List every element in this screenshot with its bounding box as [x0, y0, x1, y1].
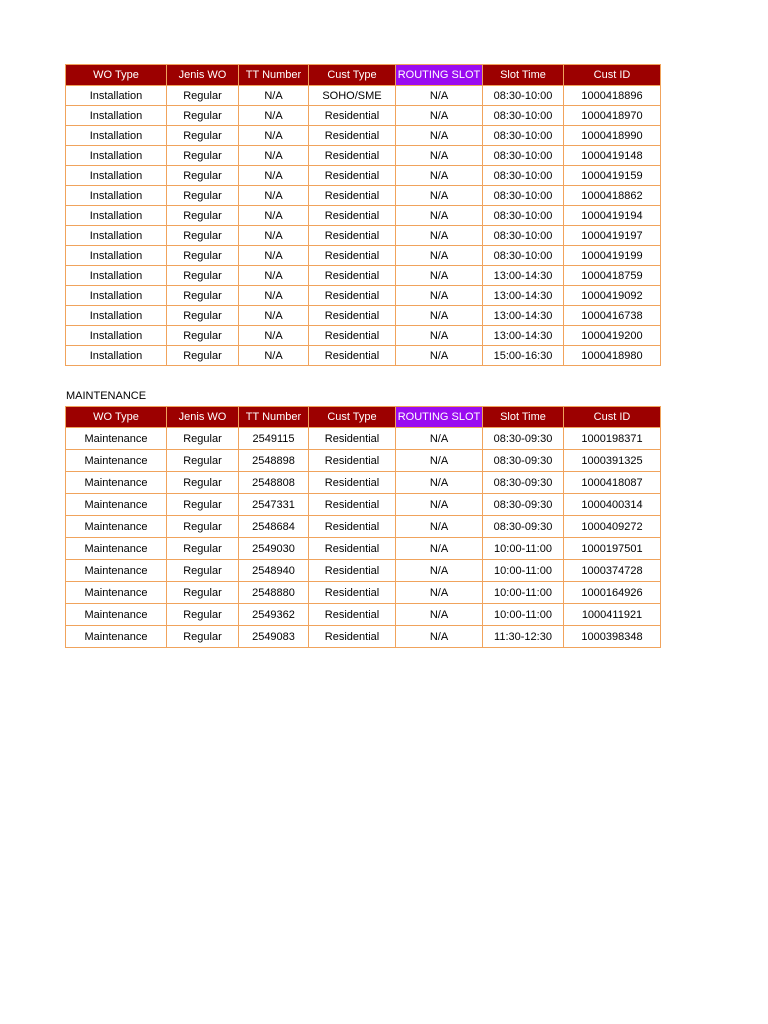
cell-routing-slot: N/A — [396, 494, 483, 516]
cell-cust-type: Residential — [309, 206, 396, 226]
cell-routing-slot: N/A — [396, 450, 483, 472]
cell-cust-id: 1000409272 — [564, 516, 661, 538]
cell-cust-id: 1000418759 — [564, 266, 661, 286]
cell-slot-time: 08:30-09:30 — [483, 472, 564, 494]
table-row — [66, 86, 661, 106]
cell-wo-type: Installation — [66, 126, 167, 146]
cell-cust-id: 1000391325 — [564, 450, 661, 472]
header-slot-time: Slot Time — [483, 65, 564, 86]
cell-routing-slot: N/A — [396, 560, 483, 582]
cell-routing-slot: N/A — [396, 604, 483, 626]
cell-cust-type: Residential — [309, 246, 396, 266]
header-cust-type: Cust Type — [309, 65, 396, 86]
cell-routing-slot: N/A — [396, 146, 483, 166]
cell-cust-type: Residential — [309, 626, 396, 648]
table-row — [66, 246, 661, 266]
table-row — [66, 286, 661, 306]
cell-wo-type: Installation — [66, 286, 167, 306]
cell-slot-time: 15:00-16:30 — [483, 346, 564, 366]
cell-wo-type: Maintenance — [66, 516, 167, 538]
cell-jenis-wo: Regular — [167, 206, 239, 226]
cell-slot-time: 13:00-14:30 — [483, 326, 564, 346]
maintenance-section-label: MAINTENANCE — [66, 390, 147, 402]
cell-wo-type: Maintenance — [66, 428, 167, 450]
cell-cust-type: Residential — [309, 326, 396, 346]
table-row — [66, 560, 661, 582]
cell-jenis-wo: Regular — [167, 326, 239, 346]
cell-cust-type: Residential — [309, 604, 396, 626]
cell-routing-slot: N/A — [396, 266, 483, 286]
cell-cust-type: Residential — [309, 538, 396, 560]
cell-wo-type: Maintenance — [66, 582, 167, 604]
cell-tt-number: N/A — [239, 306, 309, 326]
cell-jenis-wo: Regular — [167, 166, 239, 186]
cell-cust-type: Residential — [309, 166, 396, 186]
cell-tt-number: 2548684 — [239, 516, 309, 538]
table-row — [66, 266, 661, 286]
cell-tt-number: N/A — [239, 206, 309, 226]
cell-routing-slot: N/A — [396, 582, 483, 604]
cell-cust-type: Residential — [309, 472, 396, 494]
cell-routing-slot: N/A — [396, 516, 483, 538]
cell-routing-slot: N/A — [396, 626, 483, 648]
cell-cust-type: Residential — [309, 186, 396, 206]
cell-slot-time: 08:30-10:00 — [483, 126, 564, 146]
table-row — [66, 494, 661, 516]
cell-tt-number: N/A — [239, 286, 309, 306]
cell-tt-number: 2548808 — [239, 472, 309, 494]
cell-jenis-wo: Regular — [167, 266, 239, 286]
table-row — [66, 226, 661, 246]
header-tt-number: TT Number — [239, 65, 309, 86]
cell-routing-slot: N/A — [396, 226, 483, 246]
header-jenis-wo: Jenis WO — [167, 407, 239, 428]
cell-tt-number: 2549030 — [239, 538, 309, 560]
cell-routing-slot: N/A — [396, 428, 483, 450]
cell-cust-type: Residential — [309, 450, 396, 472]
cell-jenis-wo: Regular — [167, 86, 239, 106]
cell-wo-type: Installation — [66, 86, 167, 106]
cell-routing-slot: N/A — [396, 206, 483, 226]
cell-cust-id: 1000416738 — [564, 306, 661, 326]
cell-jenis-wo: Regular — [167, 604, 239, 626]
cell-wo-type: Maintenance — [66, 494, 167, 516]
cell-wo-type: Maintenance — [66, 626, 167, 648]
cell-jenis-wo: Regular — [167, 126, 239, 146]
cell-cust-id: 1000418087 — [564, 472, 661, 494]
table-row — [66, 450, 661, 472]
table-row — [66, 428, 661, 450]
cell-slot-time: 10:00-11:00 — [483, 560, 564, 582]
cell-tt-number: N/A — [239, 166, 309, 186]
header-routing-slot: ROUTING SLOT — [396, 65, 483, 86]
cell-tt-number: 2549115 — [239, 428, 309, 450]
header-cust-type: Cust Type — [309, 407, 396, 428]
cell-cust-id: 1000419200 — [564, 326, 661, 346]
cell-slot-time: 10:00-11:00 — [483, 604, 564, 626]
cell-cust-type: Residential — [309, 306, 396, 326]
cell-jenis-wo: Regular — [167, 626, 239, 648]
cell-cust-id: 1000411921 — [564, 604, 661, 626]
cell-routing-slot: N/A — [396, 472, 483, 494]
cell-cust-id: 1000418970 — [564, 106, 661, 126]
cell-cust-type: Residential — [309, 146, 396, 166]
cell-cust-id: 1000198371 — [564, 428, 661, 450]
cell-tt-number: 2549083 — [239, 626, 309, 648]
cell-wo-type: Installation — [66, 346, 167, 366]
cell-tt-number: 2548880 — [239, 582, 309, 604]
table-row — [66, 516, 661, 538]
table-row — [66, 126, 661, 146]
cell-cust-type: Residential — [309, 266, 396, 286]
cell-tt-number: N/A — [239, 266, 309, 286]
cell-wo-type: Installation — [66, 266, 167, 286]
cell-slot-time: 08:30-09:30 — [483, 450, 564, 472]
cell-cust-id: 1000419194 — [564, 206, 661, 226]
cell-tt-number: N/A — [239, 126, 309, 146]
cell-tt-number: 2547331 — [239, 494, 309, 516]
table-row — [66, 166, 661, 186]
header-routing-slot: ROUTING SLOT — [396, 407, 483, 428]
table-row — [66, 472, 661, 494]
cell-cust-id: 1000398348 — [564, 626, 661, 648]
cell-jenis-wo: Regular — [167, 538, 239, 560]
cell-wo-type: Installation — [66, 166, 167, 186]
cell-jenis-wo: Regular — [167, 516, 239, 538]
table-row — [66, 538, 661, 560]
cell-wo-type: Maintenance — [66, 538, 167, 560]
cell-slot-time: 13:00-14:30 — [483, 286, 564, 306]
cell-slot-time: 08:30-10:00 — [483, 226, 564, 246]
cell-routing-slot: N/A — [396, 306, 483, 326]
cell-jenis-wo: Regular — [167, 246, 239, 266]
cell-routing-slot: N/A — [396, 86, 483, 106]
cell-cust-id: 1000419148 — [564, 146, 661, 166]
cell-cust-type: Residential — [309, 126, 396, 146]
cell-slot-time: 08:30-10:00 — [483, 146, 564, 166]
cell-wo-type: Installation — [66, 186, 167, 206]
cell-tt-number: 2549362 — [239, 604, 309, 626]
header-slot-time: Slot Time — [483, 407, 564, 428]
cell-jenis-wo: Regular — [167, 226, 239, 246]
header-tt-number: TT Number — [239, 407, 309, 428]
maintenance-table — [65, 406, 661, 648]
cell-cust-id: 1000419199 — [564, 246, 661, 266]
cell-cust-id: 1000418862 — [564, 186, 661, 206]
header-cust-id: Cust ID — [564, 65, 661, 86]
cell-wo-type: Installation — [66, 246, 167, 266]
cell-slot-time: 08:30-09:30 — [483, 428, 564, 450]
cell-slot-time: 08:30-10:00 — [483, 106, 564, 126]
maintenance-body — [66, 428, 661, 648]
cell-routing-slot: N/A — [396, 326, 483, 346]
cell-tt-number: N/A — [239, 246, 309, 266]
cell-jenis-wo: Regular — [167, 286, 239, 306]
table-row — [66, 186, 661, 206]
header-wo-type: WO Type — [66, 407, 167, 428]
cell-tt-number: N/A — [239, 346, 309, 366]
cell-cust-type: Residential — [309, 494, 396, 516]
cell-wo-type: Installation — [66, 206, 167, 226]
cell-slot-time: 08:30-10:00 — [483, 206, 564, 226]
header-wo-type: WO Type — [66, 65, 167, 86]
cell-cust-type: Residential — [309, 286, 396, 306]
table-row — [66, 306, 661, 326]
cell-jenis-wo: Regular — [167, 428, 239, 450]
cell-wo-type: Installation — [66, 146, 167, 166]
cell-slot-time: 08:30-10:00 — [483, 246, 564, 266]
cell-slot-time: 08:30-09:30 — [483, 516, 564, 538]
cell-cust-type: Residential — [309, 346, 396, 366]
installation-body — [66, 86, 661, 366]
installation-header-row — [66, 65, 661, 86]
cell-wo-type: Installation — [66, 326, 167, 346]
table-row — [66, 626, 661, 648]
cell-tt-number: N/A — [239, 226, 309, 246]
cell-cust-id: 1000164926 — [564, 582, 661, 604]
cell-tt-number: N/A — [239, 326, 309, 346]
cell-routing-slot: N/A — [396, 126, 483, 146]
cell-cust-type: Residential — [309, 560, 396, 582]
cell-cust-type: Residential — [309, 226, 396, 246]
cell-jenis-wo: Regular — [167, 450, 239, 472]
cell-tt-number: 2548898 — [239, 450, 309, 472]
cell-routing-slot: N/A — [396, 346, 483, 366]
cell-slot-time: 13:00-14:30 — [483, 306, 564, 326]
table-row — [66, 346, 661, 366]
cell-slot-time: 10:00-11:00 — [483, 582, 564, 604]
cell-routing-slot: N/A — [396, 286, 483, 306]
cell-cust-id: 1000197501 — [564, 538, 661, 560]
cell-wo-type: Installation — [66, 226, 167, 246]
cell-cust-id: 1000419159 — [564, 166, 661, 186]
cell-slot-time: 08:30-10:00 — [483, 166, 564, 186]
cell-cust-type: Residential — [309, 582, 396, 604]
cell-tt-number: N/A — [239, 186, 309, 206]
cell-jenis-wo: Regular — [167, 106, 239, 126]
cell-cust-id: 1000400314 — [564, 494, 661, 516]
table-row — [66, 326, 661, 346]
cell-slot-time: 08:30-10:00 — [483, 86, 564, 106]
cell-routing-slot: N/A — [396, 106, 483, 126]
cell-cust-type: Residential — [309, 428, 396, 450]
header-cust-id: Cust ID — [564, 407, 661, 428]
cell-wo-type: Maintenance — [66, 472, 167, 494]
table-row — [66, 106, 661, 126]
maintenance-header-row — [66, 407, 661, 428]
cell-tt-number: N/A — [239, 146, 309, 166]
cell-cust-id: 1000418980 — [564, 346, 661, 366]
cell-cust-id: 1000418990 — [564, 126, 661, 146]
table-row — [66, 206, 661, 226]
cell-cust-type: Residential — [309, 106, 396, 126]
cell-cust-id: 1000419092 — [564, 286, 661, 306]
cell-slot-time: 08:30-09:30 — [483, 494, 564, 516]
cell-jenis-wo: Regular — [167, 494, 239, 516]
cell-cust-id: 1000418896 — [564, 86, 661, 106]
cell-slot-time: 11:30-12:30 — [483, 626, 564, 648]
table-row — [66, 582, 661, 604]
cell-tt-number: 2548940 — [239, 560, 309, 582]
cell-cust-type: SOHO/SME — [309, 86, 396, 106]
cell-jenis-wo: Regular — [167, 146, 239, 166]
cell-routing-slot: N/A — [396, 166, 483, 186]
cell-cust-id: 1000374728 — [564, 560, 661, 582]
installation-table — [65, 64, 661, 366]
cell-jenis-wo: Regular — [167, 472, 239, 494]
cell-wo-type: Maintenance — [66, 560, 167, 582]
cell-jenis-wo: Regular — [167, 560, 239, 582]
cell-wo-type: Installation — [66, 306, 167, 326]
cell-slot-time: 10:00-11:00 — [483, 538, 564, 560]
cell-tt-number: N/A — [239, 106, 309, 126]
cell-wo-type: Installation — [66, 106, 167, 126]
cell-wo-type: Maintenance — [66, 450, 167, 472]
table-row — [66, 604, 661, 626]
cell-wo-type: Maintenance — [66, 604, 167, 626]
cell-routing-slot: N/A — [396, 246, 483, 266]
cell-cust-type: Residential — [309, 516, 396, 538]
cell-jenis-wo: Regular — [167, 346, 239, 366]
cell-slot-time: 13:00-14:30 — [483, 266, 564, 286]
cell-routing-slot: N/A — [396, 186, 483, 206]
cell-tt-number: N/A — [239, 86, 309, 106]
cell-jenis-wo: Regular — [167, 582, 239, 604]
cell-jenis-wo: Regular — [167, 306, 239, 326]
cell-jenis-wo: Regular — [167, 186, 239, 206]
header-jenis-wo: Jenis WO — [167, 65, 239, 86]
cell-routing-slot: N/A — [396, 538, 483, 560]
cell-slot-time: 08:30-10:00 — [483, 186, 564, 206]
cell-cust-id: 1000419197 — [564, 226, 661, 246]
table-row — [66, 146, 661, 166]
